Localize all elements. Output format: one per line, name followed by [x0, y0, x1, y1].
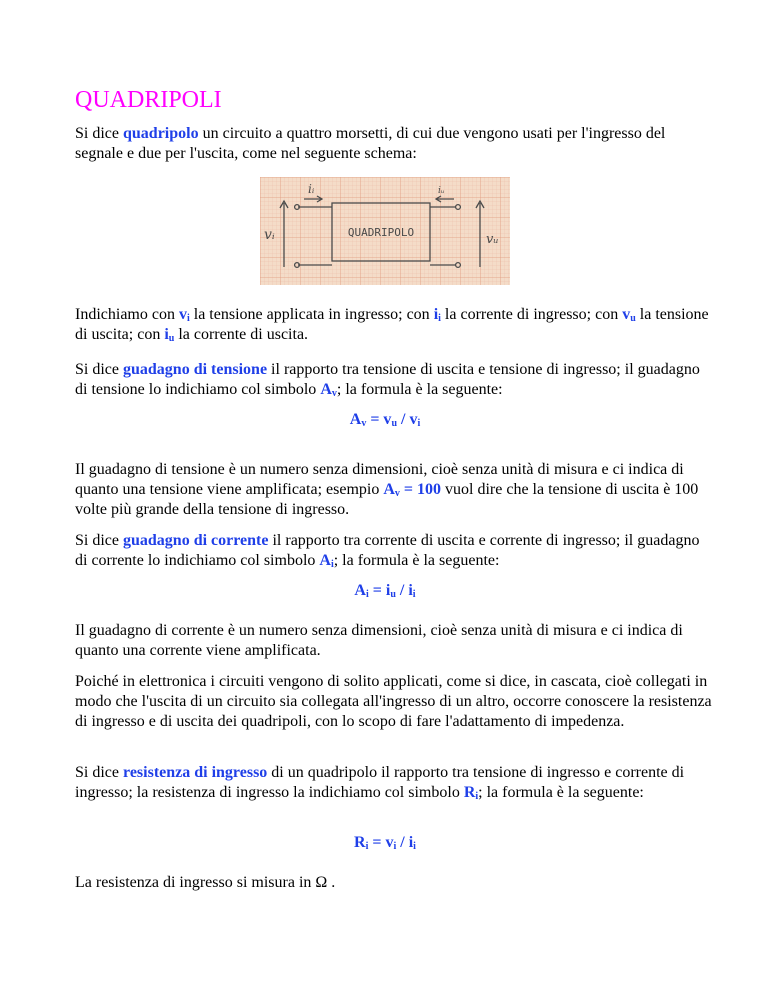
example-av-100: $A_v = 100$: [383, 481, 442, 499]
paragraph-quadripolo-definition: [75, 124, 715, 164]
symbol-ai: $A_i$: [319, 552, 334, 570]
paragraph-cascade: [75, 672, 715, 732]
symbol-vu: $v_u$: [622, 306, 636, 324]
output-voltage-label: vᵤ: [486, 232, 499, 247]
input-current-label: iᵢ: [308, 182, 315, 196]
term-current-gain: guadagno di corrente: [123, 532, 269, 549]
paragraph-voltage-gain-definition: [75, 360, 715, 400]
quadripole-diagram-image: [260, 177, 510, 285]
text: Indichiamo con: [75, 306, 179, 323]
text: la tensione applicata in ingresso; con: [189, 306, 434, 323]
formula-input-resistance: $R_i = v_i / i_i$: [354, 834, 416, 852]
text: Il guadagno di tensione è un numero senza dimensioni, cioè senza unità di misura e ci indica di quanto una tensione viene amplificata; esempio: [75, 461, 684, 498]
formula-current-gain: $A_i = i_u / i_i$: [354, 582, 416, 600]
text: Poiché in elettronica i circuiti vengono di solito applicati, come si dice, in cascata, cioè collegati in modo che l'uscita di un circuito sia collegata all'ingresso di un altro, occorre conoscere la resistenza di ingresso e di uscita dei quadripoli, con lo scopo di fare l'adattamento di impedenza.: [75, 673, 712, 730]
text: di un quadripolo il rapporto tra tensione di ingresso e corrente di ingresso; la resistenza di ingresso la indichiamo col simbolo: [75, 764, 685, 801]
text: Si dice: [75, 764, 123, 781]
paragraph-current-gain-definition: [75, 531, 715, 571]
output-current-label: iᵤ: [438, 186, 445, 196]
paragraph-voltage-gain-explanation: [75, 460, 715, 520]
text: la tensione di uscita; con: [75, 306, 709, 343]
paragraph-symbols: [75, 305, 715, 345]
quadripole-label: QUADRIPOLO: [347, 226, 415, 239]
text: vuol dire che la tensione di uscita è 100 volte più grande della tensione di ingresso.: [75, 481, 699, 518]
text: il rapporto tra tensione di uscita e tensione di ingresso; il guadagno di tensione lo indichiamo col simbolo: [75, 361, 700, 398]
text: Si dice: [75, 125, 123, 142]
text: ; la formula è la seguente:: [333, 552, 500, 569]
text: ; la formula è la seguente:: [478, 784, 644, 801]
term-input-resistance: resistenza di ingresso: [123, 764, 268, 781]
term-voltage-gain: guadagno di tensione: [123, 361, 268, 378]
text: La resistenza di ingresso si misura in Ω .: [75, 874, 336, 891]
text: il rapporto tra corrente di uscita e corrente di ingresso; il guadagno di corrente lo indichiamo col simbolo: [75, 532, 700, 569]
term-quadripolo: quadripolo: [123, 125, 199, 142]
symbol-ri: $R_i$: [463, 784, 479, 802]
symbol-ii: $i_i$: [433, 306, 441, 324]
paragraph-current-gain-explanation: [75, 621, 715, 661]
paragraph-input-resistance-definition: [75, 763, 715, 803]
symbol-iu: $i_u$: [164, 326, 175, 344]
formula-voltage-gain: $A_v = v_u / v_i$: [349, 411, 421, 429]
input-voltage-label: vᵢ: [264, 227, 275, 243]
symbol-av: $A_v$: [320, 381, 337, 399]
paragraph-unit: [75, 873, 715, 893]
text: Si dice: [75, 532, 123, 549]
text: Si dice: [75, 361, 123, 378]
text: Il guadagno di corrente è un numero senza dimensioni, cioè senza unità di misura e ci indica di quanto una corrente viene amplificata.: [75, 622, 683, 659]
symbol-vi: $v_i$: [178, 306, 190, 324]
text: ; la formula è la seguente:: [336, 381, 503, 398]
quadripole-diagram-svg: [260, 177, 510, 285]
text: la corrente di ingresso; con: [440, 306, 623, 323]
page-title: QUADRIPOLI: [75, 87, 222, 113]
text: la corrente di uscita.: [174, 326, 309, 343]
text: un circuito a quattro morsetti, di cui due vengono usati per l'ingresso del segnale e due per l'uscita, come nel seguente schema:: [75, 125, 666, 162]
